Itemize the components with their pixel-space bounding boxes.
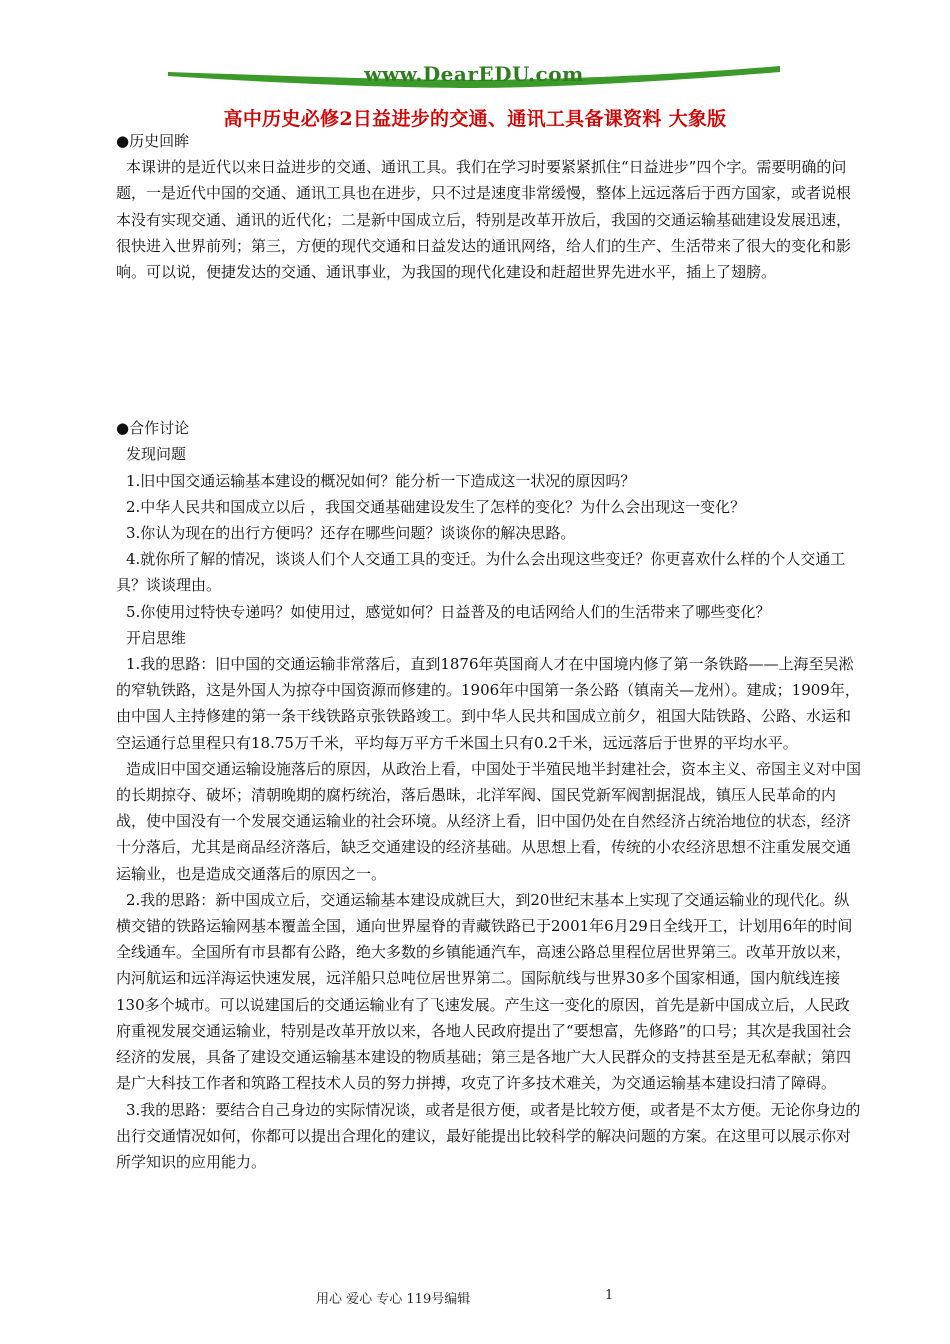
subheading-open-mind: 开启思维 [126,628,187,647]
page-number: 1 [605,1288,614,1303]
answer-paragraph: 1.我的思路：旧中国的交通运输非常落后，直到1876年英国商人才在中国境内修了第一条铁路——上海至吴淞的窄轨铁路，这是外国人为掠夺中国资源而修建的。1906年中国第一条公路（镇南关—龙州）。建成；1909年，由中国人主持修建的第一条干线铁路京张铁路竣工。到中华人民共和国成立前夕，祖国大陆铁路、公路、水运和空运通行总里程只有18.75万千米，平均每万平方千米国土只有0.2千米，远远落后于世界的平均水平。 [116,655,860,752]
question-item: 3.你认为现在的出行方便吗？还存在哪些问题？谈谈你的解决思路。 [126,524,576,543]
blank-space [116,285,864,415]
footer-editor-note: 用心 爱心 专心 119号编辑 [316,1292,471,1307]
banner-url: www.DearEDU.com [364,62,584,86]
document-title: 高中历史必修2日益进步的交通、通讯工具备课资料 大象版 [223,108,727,130]
question-item: 5.你使用过特快专递吗？如使用过，感觉如何？日益普及的电话网给人们的生活带来了哪些变化？ [126,602,771,621]
document-body [116,128,864,1175]
section-heading-review: ●历史回眸 [116,132,190,150]
answer-paragraph: 3.我的思路：要结合自己身边的实际情况谈，或者是很方便，或者是比较方便，或者是不太方便。无论你身边的出行交通情况如何，你都可以提出合理化的建议，最好能提出比较科学的解决问题的方案。在这里可以展示你对所学知识的应用能力。 [116,1100,861,1171]
review-paragraph: 本课讲的是近代以来日益进步的交通、通讯工具。我们在学习时要紧紧抓住“日益进步”四个字。需要明确的问题，一是近代中国的交通、通讯工具也在进步，只不过是速度非常缓慢，整体上远远落后于西方国家，或者说根本没有实现交通、通讯的近代化；二是新中国成立后，特别是改革开放后，我国的交通运输基础建设发展迅速，很快进入世界前列；第三，方便的现代交通和日益发达的通讯网络，给人们的生产、生活带来了很大的变化和影响。可以说，便捷发达的交通、通讯事业，为我国的现代化建设和赶超世界先进水平，插上了翅膀。 [116,158,852,282]
site-banner [168,60,780,96]
question-item: 2.中华人民共和国成立以后 ，我国交通基础建设发生了怎样的变化？为什么会出现这一变化？ [126,497,746,516]
question-item: 4.就你所了解的情况，谈谈人们个人交通工具的变迁。为什么会出现这些变迁？你更喜欢什么样的个人交通工具？谈谈理由。 [116,550,846,595]
answer-paragraph: 2.我的思路：新中国成立后，交通运输基本建设成就巨大，到20世纪末基本上实现了交通运输业的现代化。纵横交错的铁路运输网基本覆盖全国，通向世界屋脊的青藏铁路已于2001年6月29日全线开工，计划用6年的时间全线通车。全国所有市县都有公路，绝大多数的乡镇能通汽车，高速公路总里程位居世界第三。改革开放以来，内河航运和远洋海运快速发展，远洋船只总吨位居世界第二。国际航线与世界30多个国家相通，国内航线连接130多个城市。可以说建国后的交通运输业有了飞速发展。产生这一变化的原因，首先是新中国成立后，人民政府重视发展交通运输业，特别是改革开放以来，各地人民政府提出了“要想富，先修路”的口号；其次是我国社会经济的发展，具备了建设交通运输基本建设的物质基础；第三是各地广大人民群众的支持甚至是无私奉献；第四是广大科技工作者和筑路工程技术人员的努力拼搏，攻克了许多技术难关，为交通运输基本建设扫清了障碍。 [116,890,853,1093]
answer-paragraph: 造成旧中国交通运输设施落后的原因，从政治上看，中国处于半殖民地半封建社会，资本主义、帝国主义对中国的长期掠夺、破坏；清朝晚期的腐朽统治，落后愚昧，北洋军阀、国民党新军阀割据混战，镇压人民革命的内战，使中国没有一个发展交通运输业的社会环境。从经济上看，旧中国仍处在自然经济占统治地位的状态，经济十分落后，尤其是商品经济落后，缺乏交通建设的经济基础。从思想上看，传统的小农经济思想不注重发展交通运输业，也是造成交通落后的原因之一。 [116,759,862,883]
subheading-find-problem: 发现问题 [126,445,187,464]
question-item: 1.旧中国交通运输基本建设的概况如何？能分析一下造成这一状况的原因吗？ [126,471,636,490]
section-heading-discussion: ●合作讨论 [116,419,190,438]
